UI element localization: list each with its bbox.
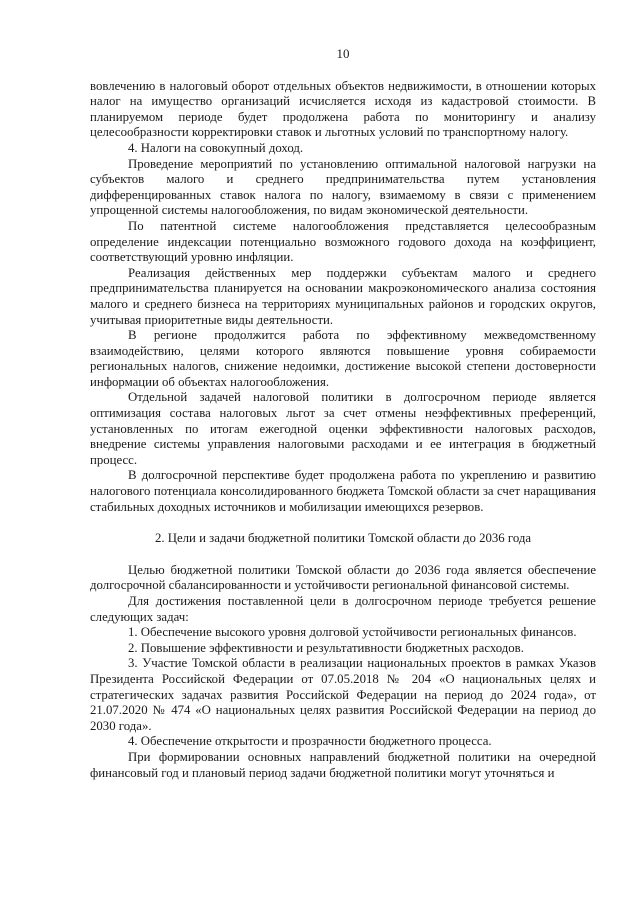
paragraph: Целью бюджетной политики Томской области до 2036 года является обеспечение долгосрочной сбалансированности и устойчивости региональной финансовой системы.: [90, 562, 596, 593]
paragraph: Отдельной задачей налоговой политики в долгосрочном периоде является оптимизация состава налоговых льгот за счет отмены неэффективных преференций, установленных по итогам ежегодной оценки эффективности налоговых расходов, внедрение системы управления налоговыми расходами и ее интеграция в бюджетный процесс.: [90, 390, 596, 467]
paragraph: При формировании основных направлений бюджетной политики на очередной финансовый год и плановый период задачи бюджетной политики могут уточняться и: [90, 749, 596, 780]
paragraph: Для достижения поставленной цели в долгосрочном периоде требуется решение следующих задач:: [90, 594, 596, 624]
paragraph: В долгосрочной перспективе будет продолжена работа по укреплению и развитию налогового потенциала консолидированного бюджета Томской области за счет наращивания стабильных доходных источников и мобилизации имеющихся резервов.: [90, 468, 596, 514]
paragraph: вовлечению в налоговый оборот отдельных объектов недвижимости, в отношении которых налог на имущество организаций исчисляется исходя из кадастровой стоимости. В планируемом периоде будет продолжена работа по мониторингу и анализу целесообразности корректировки ставок и льготных условий по транспортному налогу.: [90, 78, 596, 140]
text-block-after: [90, 563, 596, 781]
section-heading: 2. Цели и задачи бюджетной политики Томской области до 2036 года: [154, 531, 532, 546]
paragraph: По патентной системе налогообложения представляется целесообразным определение индексации потенциально возможного годового дохода на коэффициент, соответствующий уровню инфляции.: [90, 218, 596, 265]
paragraph: Проведение мероприятий по установлению оптимальной налоговой нагрузки на субъектов малого и среднего предпринимательства путем установления дифференцированных ставок налога по налогу, взимаемому в связи с применением упрощенной системы налогообложения, по видам экономической деятельности.: [90, 156, 596, 218]
page-number: 10: [336, 46, 350, 61]
paragraph: 2. Повышение эффективности и результативности бюджетных расходов.: [128, 640, 524, 655]
paragraph: Реализация действенных мер поддержки субъектам малого и среднего предпринимательства планируется на основании макроэкономического анализа состояния малого и среднего бизнеса на территориях муниципальных районов и городских округов, учитывая приоритетные виды деятельности.: [90, 265, 596, 327]
paragraph: В регионе продолжится работа по эффективному межведомственному взаимодействию, целями которого являются повышение уровня собираемости региональных налогов, снижение недоимки, достижение высокой степени достоверности информации об объектах налогообложения.: [90, 328, 596, 389]
paragraph: 1. Обеспечение высокого уровня долговой устойчивости региональных финансов.: [128, 625, 577, 640]
text-block-before: [90, 79, 596, 516]
paragraph: 3. Участие Томской области в реализации национальных проектов в рамках Указов Президента Российской Федерации от 07.05.2018 № 204 «О национальных целях и стратегических задачах развития Российской Федерации на период до 2024 года», от 21.07.2020 № 474 «О национальных целях развития Российской Федерации на период до 2030 года».: [90, 656, 596, 733]
paragraph: 4. Обеспечение открытости и прозрачности бюджетного процесса.: [128, 734, 492, 749]
paragraph: 4. Налоги на совокупный доход.: [128, 140, 304, 155]
